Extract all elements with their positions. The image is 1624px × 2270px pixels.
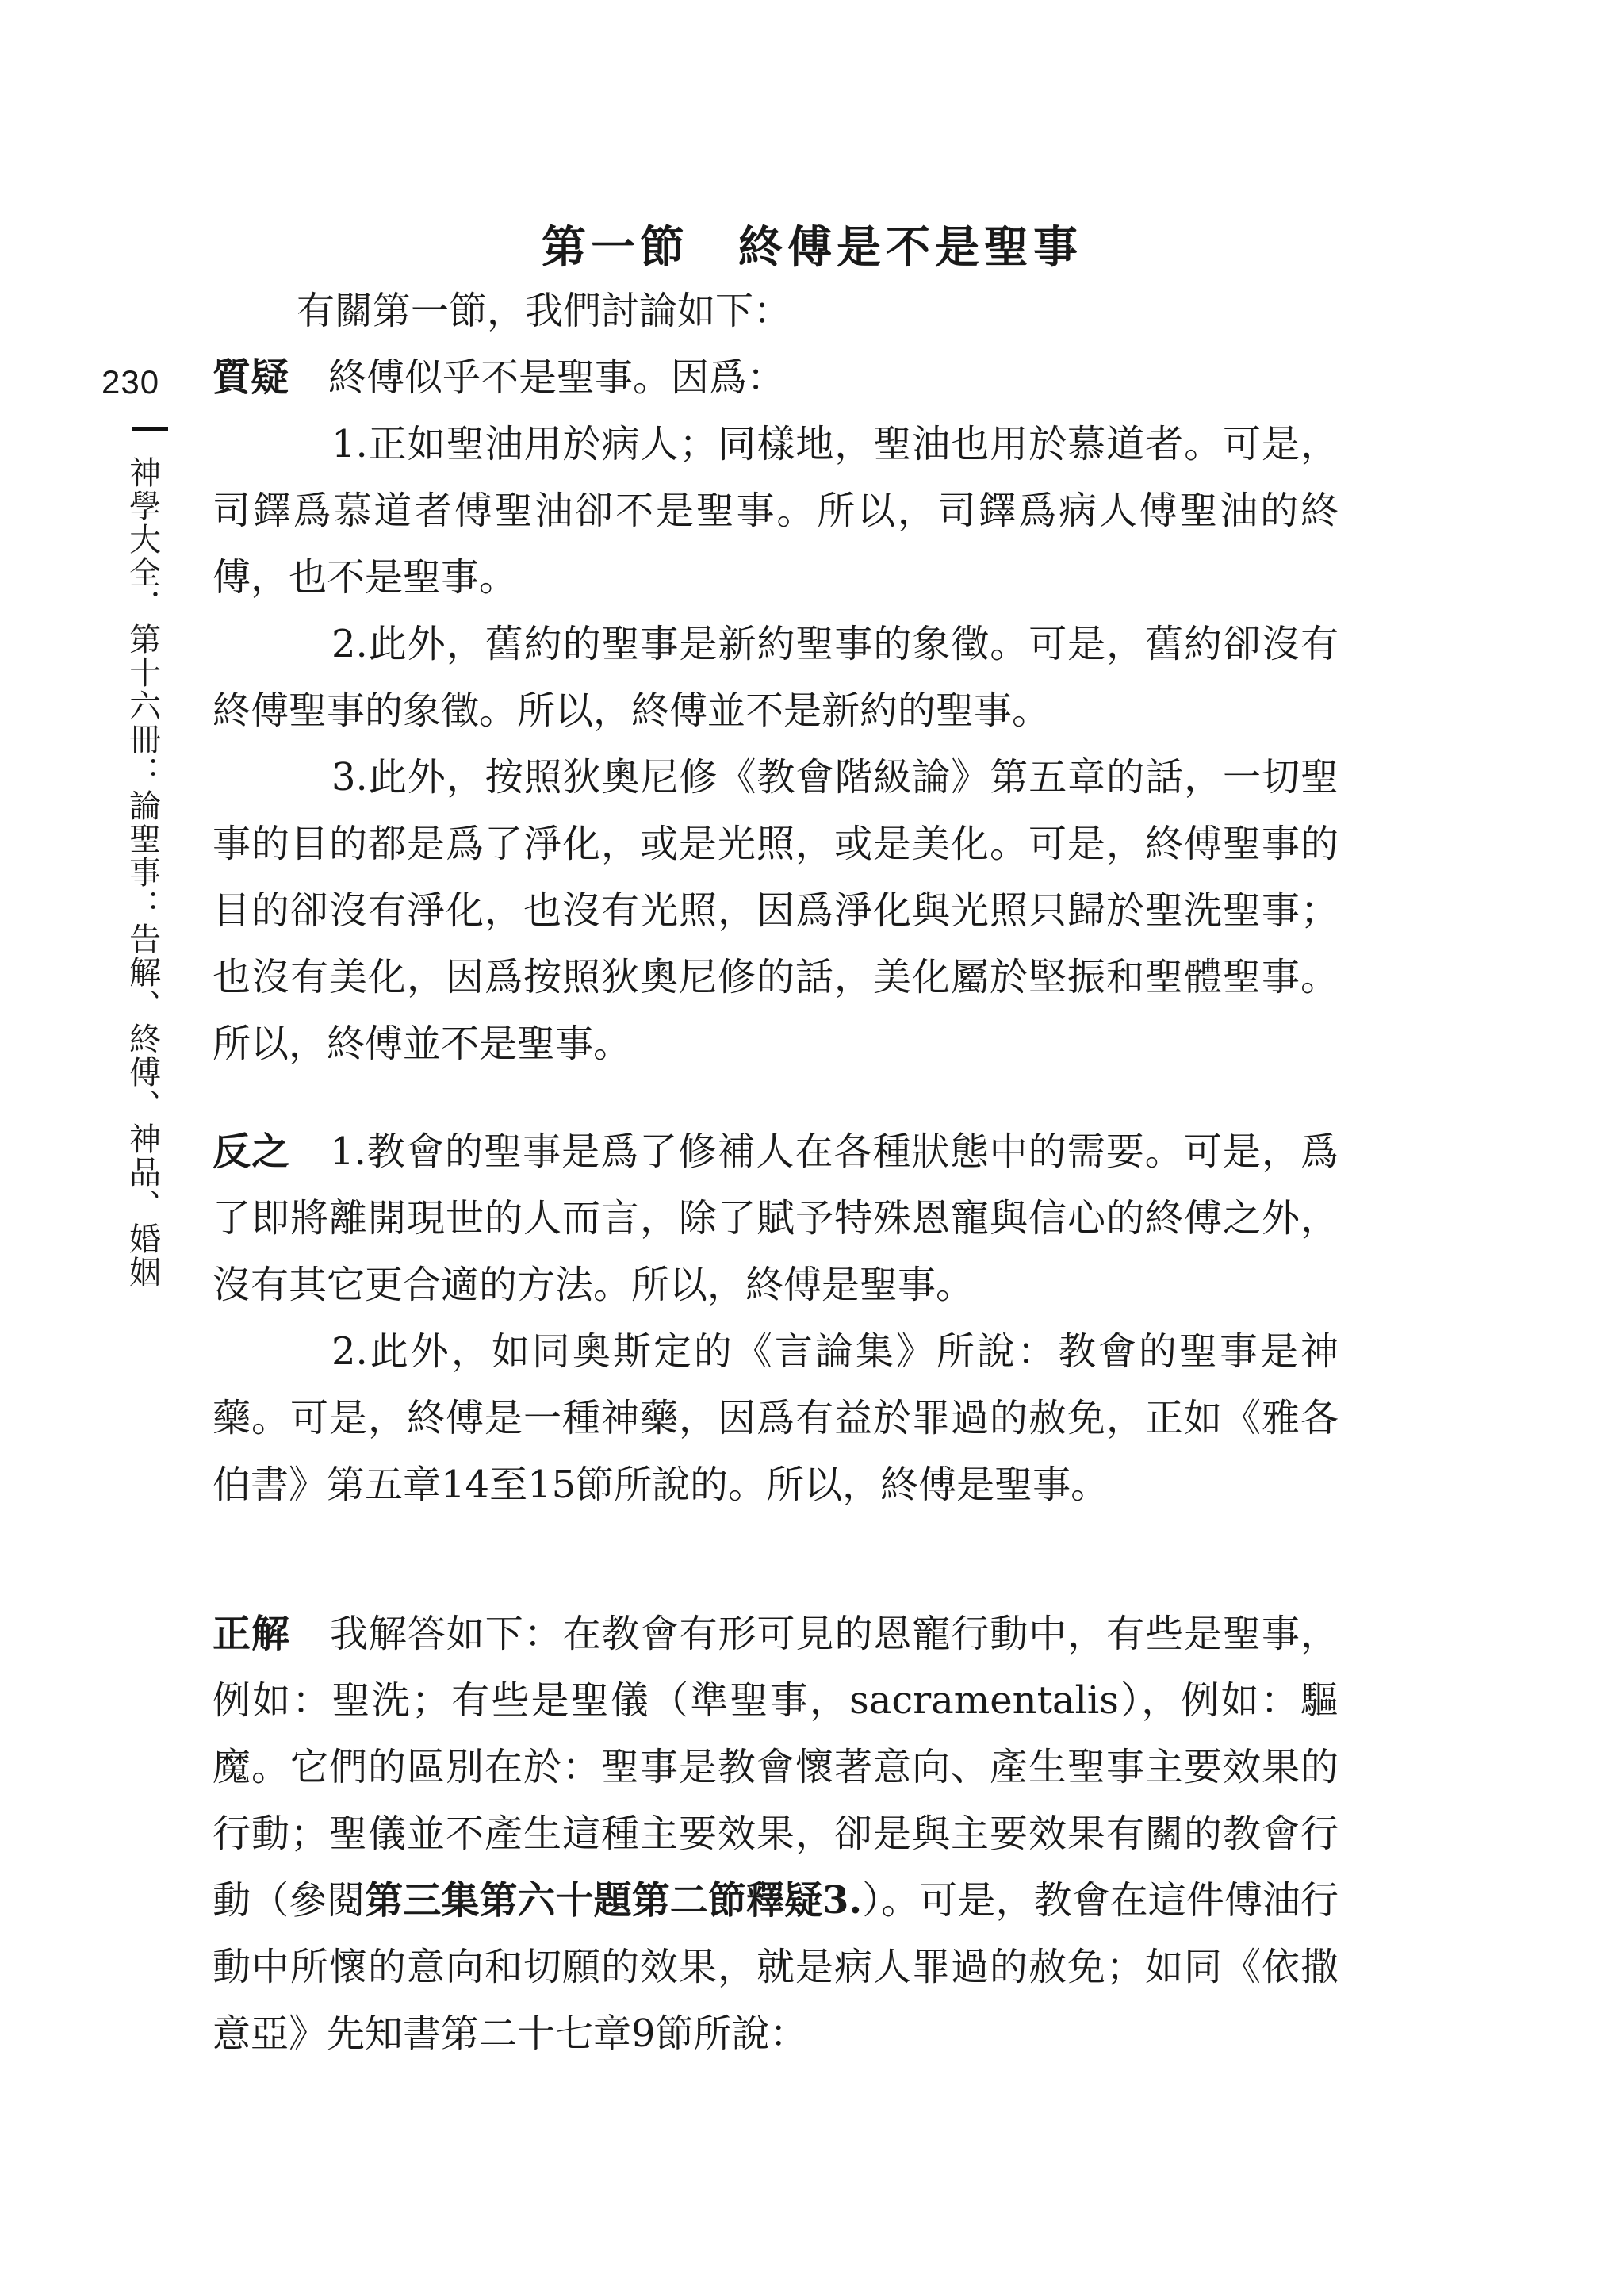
objection-3: 3.此外，按照狄奧尼修《教會階級論》第五章的話，一切聖事的目的都是爲了淨化，或是光照，或是美化。可是，終傅聖事的目的卻沒有淨化，也沒有光照，因爲淨化與光照只歸於聖洗聖事；也沒有美化，因爲按照狄奧尼修的話，美化屬於堅振和聖體聖事。所以，終傅並不是聖事。 <box>213 755 1339 1066</box>
sed-contra-1-paragraph <box>213 1118 1339 1318</box>
objection-2: 2.此外，舊約的聖事是新約聖事的象徵。可是，舊約卻沒有終傅聖事的象徵。所以，終傅並不是新約的聖事。 <box>213 622 1339 733</box>
objections-lead: 終傅似乎不是聖事。因爲： <box>328 355 786 400</box>
answer-paragraph <box>213 1601 1339 2067</box>
objection-1: 1.正如聖油用於病人；同樣地，聖油也用於慕道者。可是，司鐸爲慕道者傅聖油卻不是聖事。所以，司鐸爲病人傅聖油的終傅，也不是聖事。 <box>213 422 1339 600</box>
page-title: 第一節 終傅是不是聖事 <box>542 221 1082 274</box>
sed-contra-1: 1.教會的聖事是爲了修補人在各種狀態中的需要。可是，爲了即將離開現世的人而言，除了賦予特殊恩寵與信心的終傅之外，沒有其它更合適的方法。所以，終傅是聖事。 <box>213 1129 1339 1307</box>
sidebar-rule <box>132 427 168 431</box>
answer-text-2: ）。可是，教會在這件傅油行動中所懷的意向和切願的效果，就是病人罪過的赦免；如同《依撒意亞》先知書第二十七章9節所說： <box>213 1878 1339 2056</box>
cross-reference: 第三集第六十題第二節釋疑3. <box>365 1878 863 1923</box>
objections-label: 質疑 <box>213 355 289 400</box>
main-content <box>213 278 1339 2067</box>
sed-contra-label: 反之 <box>213 1129 291 1174</box>
page-number: 230 <box>102 363 160 401</box>
objections-section <box>213 344 1339 1077</box>
sed-contra-2: 2.此外，如同奧斯定的《言論集》所說：教會的聖事是神藥。可是，終傅是一種神藥，因爲有益於罪過的赦免，正如《雅各伯書》第五章14至15節所說的。所以，終傅是聖事。 <box>213 1329 1339 1507</box>
sed-contra-section <box>213 1118 1339 1518</box>
answer-label: 正解 <box>213 1612 290 1656</box>
answer-section <box>213 1601 1339 2067</box>
answer-text-1: 我解答如下：在教會有形可見的恩寵行動中，有些是聖事，例如：聖洗；有些是聖儀（準聖事，sacramentalis），例如：驅魔。它們的區別在於：聖事是教會懷著意向、產生聖事主要效果的行動；聖儀並不產生這種主要效果，卻是與主要效果有關的教會行動（參閱 <box>213 1612 1339 1923</box>
objections-lead-paragraph <box>213 344 1339 411</box>
running-book-title: 神學大全．第十六冊：論聖事：告解、終傅、神品、婚姻 <box>124 456 161 1289</box>
intro-line: 有關第一節，我們討論如下： <box>297 289 792 333</box>
